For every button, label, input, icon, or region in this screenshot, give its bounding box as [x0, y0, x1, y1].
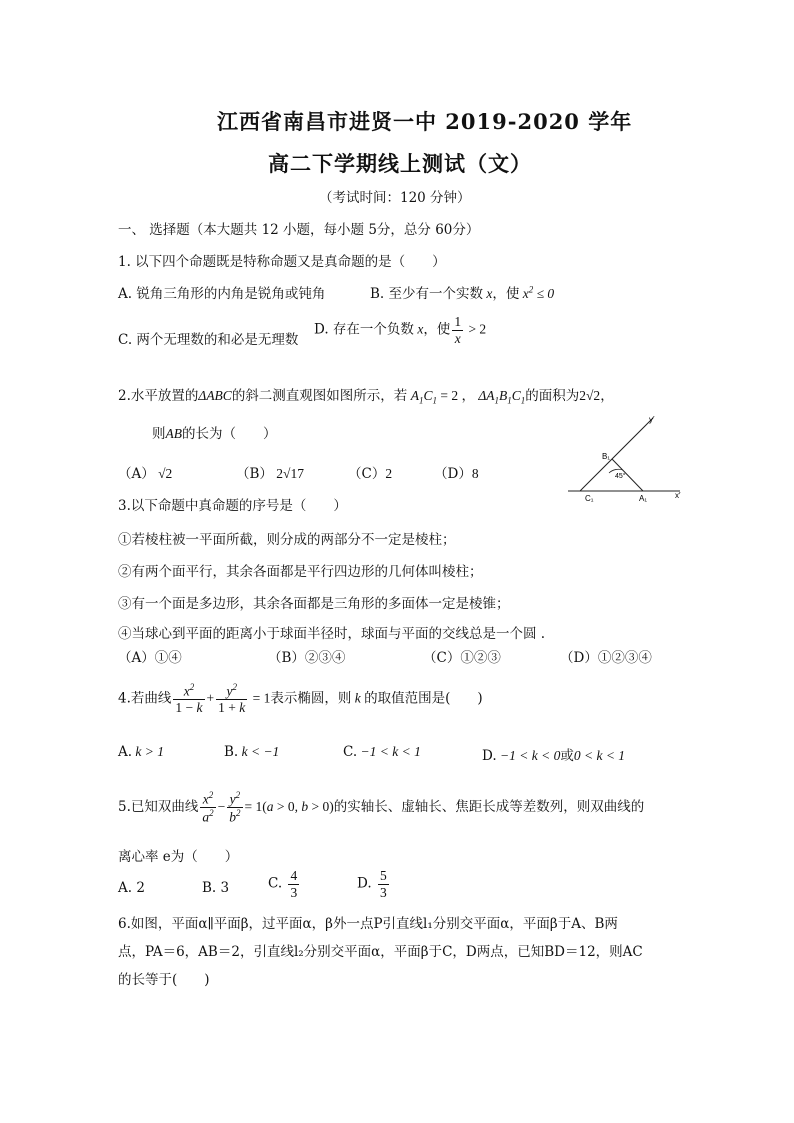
- q4-option-b: [224, 744, 279, 760]
- q2-a1c1: $A_1C_1$: [407, 388, 437, 406]
- q1-option-c: C. 两个无理数的和必是无理数: [118, 332, 299, 348]
- q4-option-a: [118, 744, 164, 760]
- q1-d-x: x: [413, 321, 424, 337]
- q3-stem: 3.以下命题中真命题的序号是（ ）: [118, 498, 347, 514]
- q4-b-val: k < −1: [238, 744, 280, 759]
- q2-stem-mid3: 的面积为: [525, 388, 580, 404]
- q1-d-gt: > 2: [465, 321, 487, 337]
- q2-ab: AB: [165, 426, 182, 441]
- exam-time: （考试时间：120 分钟）: [319, 190, 471, 206]
- section-heading: 一、 选择题（本大题共 12 小题，每小题 5分，总分 60分）: [118, 222, 480, 238]
- title-line1: 江西省南昌市进贤一中 2019-2020 学年: [217, 109, 633, 134]
- q4-fraction-2: $\frac{y^2}{1 + k}$: [218, 682, 246, 716]
- q2-stem-mid: 的斜二测直观图如图所示，若: [231, 388, 408, 404]
- q6-line2: 点，PA＝6，AB＝2，引直线l₂分别交平面α，平面β于C，D两点，已知BD＝12，则AC: [118, 944, 643, 960]
- q2-stem: [118, 384, 614, 406]
- q4-option-c: [343, 744, 421, 760]
- q4-fraction-1: $\frac{x^2}{1 - k}$: [175, 682, 203, 716]
- q1-d-text: D. 存在一个负数: [314, 321, 414, 338]
- q2-line2: [152, 422, 277, 442]
- q3-option-d: （D）①②③④: [560, 650, 652, 666]
- q4-stem-mid: 表示椭圆，则: [270, 690, 352, 707]
- q1-b-mid: ，使: [492, 286, 520, 302]
- q4-d-val1: −1 < k < 0: [496, 748, 561, 763]
- y-axis-line: [580, 418, 653, 491]
- q4-d-val2: 0 < k < 1: [573, 748, 626, 763]
- label-a1: A₁: [639, 494, 648, 503]
- q1-option-d: [314, 314, 486, 346]
- q4-b-label: B.: [224, 744, 239, 760]
- q6-line1: 6.如图，平面α∥平面β，过平面α，β外一点P引直线l₁分别交平面α，平面β于A、B两: [118, 916, 618, 932]
- q5-c-den: 3: [290, 884, 298, 900]
- q2-c-label: （C）: [348, 466, 386, 482]
- q5-minus: −: [217, 799, 226, 815]
- q3-option-c: （C）①②③: [423, 650, 501, 666]
- q2-b-label: （B）: [236, 466, 273, 482]
- q5-option-c: [268, 868, 301, 900]
- q2-figure: [565, 412, 690, 504]
- label-x-prime: x′: [675, 491, 681, 500]
- q4-plus: +: [206, 690, 215, 706]
- q2-area: 2√2: [579, 388, 601, 403]
- q5-fraction-2: $\frac{y^2}{b^2}$: [229, 790, 241, 825]
- q5-c-num: 4: [290, 868, 298, 883]
- q2-option-b: [236, 462, 304, 482]
- q5-condition: = 1(a > 0, b > 0): [244, 799, 334, 815]
- q2-eq2: = 2: [436, 388, 462, 403]
- q2-a1b1c1: $\Delta A_1B_1C_1$: [474, 388, 526, 406]
- q4-d-label: D.: [482, 748, 497, 764]
- q4-eq1: = 1: [249, 690, 271, 706]
- q2-d-val: 8: [471, 466, 479, 481]
- q2-b-val: 2√17: [272, 466, 304, 481]
- q2-stem-prefix: 2.水平放置的: [118, 388, 199, 404]
- q4-stem-suffix: 的取值范围是( ): [364, 690, 483, 707]
- q4-stem-prefix: 4.若曲线: [118, 690, 172, 707]
- q5-stem-suffix: 的实轴长、虚轴长、焦距长成等差数列，则双曲线的: [333, 799, 645, 816]
- q5-option-a: A. 2: [118, 880, 145, 896]
- q6-line3: 的长等于( ): [118, 972, 210, 988]
- q4-c-label: C.: [343, 744, 358, 760]
- q3-statement-4: ④当球心到平面的距离小于球面半径时，球面与平面的交线总是一个圆 .: [118, 626, 546, 642]
- q5-d-fraction: [378, 868, 389, 900]
- q2-option-d: [434, 462, 479, 482]
- q2-a-val: √2: [154, 466, 173, 481]
- q1-b-text: B. 至少有一个实数: [370, 286, 484, 302]
- q4-stem: [118, 682, 483, 716]
- q5-stem: [118, 790, 644, 825]
- q4-k: k: [351, 690, 365, 706]
- q3-statement-1: ①若棱柱被一平面所截，则分成的两部分不一定是棱柱；: [118, 532, 456, 548]
- q1-b-x: x: [483, 286, 493, 301]
- q2-d-label: （D）: [434, 466, 472, 482]
- q4-a-val: k > 1: [132, 744, 165, 759]
- q4-c-val: −1 < k < 1: [357, 744, 421, 759]
- q1-option-b: [370, 282, 554, 302]
- q1-option-a: A. 锐角三角形的内角是锐角或钝角: [118, 286, 326, 302]
- q3-option-b: （B）②③④: [268, 650, 346, 666]
- q5-d-num: 5: [379, 868, 387, 883]
- q1-stem: 1. 以下四个命题既是特称命题又是真命题的是（ ）: [118, 254, 446, 270]
- title-line2: 高二下学期线上测试（文）: [268, 151, 532, 176]
- q2-option-c: [348, 462, 392, 482]
- q5-c-fraction: [288, 868, 299, 900]
- q2-option-a: [118, 462, 172, 482]
- q5-stem-prefix: 5.已知双曲线: [118, 799, 199, 816]
- q2-a-label: （A）: [118, 466, 155, 482]
- q5-option-d: [357, 868, 391, 900]
- label-c1: C₁: [585, 494, 594, 503]
- q4-option-d: [482, 744, 625, 764]
- q2-line2-suffix: 的长为（ ）: [182, 426, 277, 442]
- q5-line2: 离心率 e为（ ）: [118, 849, 239, 865]
- label-y-prime: y′: [649, 415, 655, 424]
- q1-d-mid: ，使: [423, 321, 451, 338]
- q5-option-b: B. 3: [202, 880, 230, 896]
- q3-statement-3: ③有一个面是多边形，其余各面都是三角形的多面体一定是棱锥；: [118, 596, 510, 612]
- q4-d-or: 或: [560, 748, 574, 764]
- q3-statement-2: ②有两个面平行，其余各面都是平行四边形的几何体叫棱柱；: [118, 564, 483, 580]
- q3-option-a: （A）①④: [118, 650, 182, 666]
- q5-fraction-1: $\frac{x^2}{a^2}$: [202, 790, 214, 825]
- q2-abc: ΔABC: [198, 388, 232, 403]
- q2-line2-prefix: 则: [152, 426, 166, 442]
- label-angle: 45°: [615, 473, 626, 480]
- q2-stem-end: ，: [600, 388, 614, 404]
- q1-d-fraction: $\frac{1}{x}$: [454, 314, 462, 346]
- q2-c-val: 2: [385, 466, 393, 481]
- q5-d-label: D.: [357, 875, 372, 892]
- q5-c-label: C.: [268, 875, 283, 892]
- q4-a-label: A.: [118, 744, 133, 760]
- q5-d-den: 3: [379, 884, 387, 900]
- q2-stem-mid2: ，: [461, 388, 475, 404]
- label-b1: B₁: [602, 452, 611, 461]
- q1-b-formula: $x^2 \le 0$: [519, 284, 555, 301]
